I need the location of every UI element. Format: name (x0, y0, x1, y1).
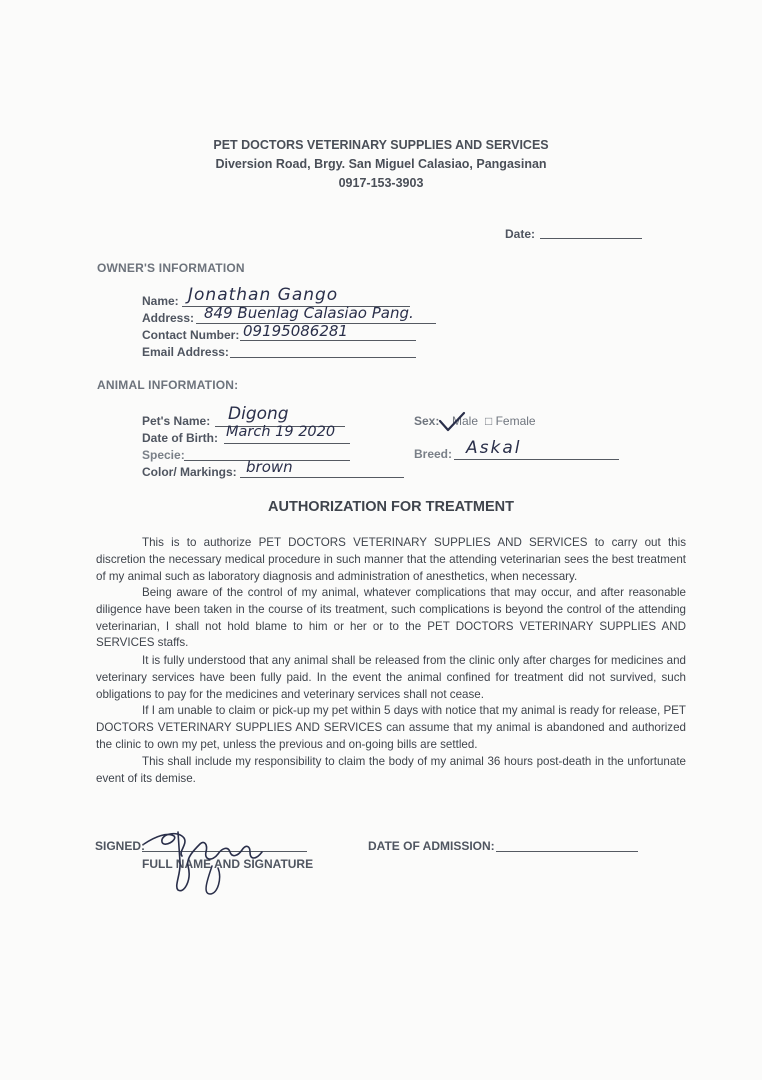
authorization-title: AUTHORIZATION FOR TREATMENT (268, 499, 514, 515)
sex-label: Sex: (414, 414, 440, 428)
animal-section-title: ANIMAL INFORMATION: (97, 378, 239, 392)
handwritten-signature (138, 822, 288, 897)
owner-address-label: Address: (142, 311, 195, 325)
email-field[interactable] (230, 357, 416, 358)
specie-label: Specie: (142, 448, 185, 462)
authorization-paragraph: It is fully understood that any animal shall be released from the clinic only after charges for medicines and veterinary services have been fully paid. In the event the animal confined for treatment did not survived, such obligations to pay for the medicines and veterinary services shall not cease. (96, 654, 686, 701)
pet-name-value: Digong (228, 404, 289, 424)
breed-value: Askal (466, 438, 522, 458)
owner-address-value: 849 Buenlag Calasiao Pang. (204, 304, 414, 322)
authorization-paragraph: Being aware of the control of my animal, whatever complications that may occur, and after reasonable diligence have been taken in the course of its treatment, such complications is beyond the control of the attending veterinarian, I shall not hold blame to him or her or to the PET DOCTORS VETERINARY SUPPLIES AND SERVICES staffs. (96, 586, 686, 650)
dob-label: Date of Birth: (142, 431, 218, 445)
male-checkmark-icon (437, 411, 467, 433)
signature-caption: FULL NAME AND SIGNATURE (142, 857, 314, 871)
clinic-phone: 0917-153-3903 (338, 176, 424, 190)
owner-name-label: Name: (142, 294, 179, 308)
owner-name-value: Jonathan Gango (188, 285, 339, 305)
color-markings-field[interactable] (240, 477, 404, 478)
date-of-admission-label: DATE OF ADMISSION: (368, 839, 495, 853)
authorization-paragraph: This shall include my responsibility to claim the body of my animal 36 hours post-death in the unfortunate event of its demise. (96, 755, 686, 785)
color-markings-label: Color/ Markings: (142, 465, 237, 479)
dob-value: March 19 2020 (226, 424, 336, 440)
dob-field[interactable] (224, 443, 350, 444)
clinic-address: Diversion Road, Brgy. San Miguel Calasiao, Pangasinan (215, 157, 547, 171)
contact-number-value: 09195086281 (243, 322, 348, 340)
owner-section-title: OWNER'S INFORMATION (97, 261, 245, 275)
color-markings-value: brown (246, 458, 293, 476)
pet-name-label: Pet's Name: (142, 414, 211, 428)
contact-number-label: Contact Number: (142, 328, 240, 342)
date-label: Date: (505, 227, 536, 241)
sex-male-option[interactable]: Male (452, 414, 479, 428)
email-label: Email Address: (142, 345, 229, 359)
sex-female-option[interactable]: □ Female (485, 414, 536, 428)
breed-label: Breed: (414, 447, 453, 461)
signed-label: SIGNED: (95, 839, 146, 853)
authorization-paragraph: This is to authorize PET DOCTORS VETERINARY SUPPLIES AND SERVICES to carry out this discretion the necessary medical procedure in such manner that the attending veterinarian sees the best treatment of my animal such as laboratory diagnosis and administration of anesthetics, when necessary. (96, 536, 686, 583)
breed-field[interactable] (454, 459, 619, 460)
date-field[interactable] (540, 238, 642, 239)
date-of-admission-field[interactable] (496, 851, 638, 852)
contact-number-field[interactable] (240, 340, 416, 341)
clinic-name: PET DOCTORS VETERINARY SUPPLIES AND SERVICES (213, 138, 549, 152)
authorization-paragraph: If I am unable to claim or pick-up my pet within 5 days with notice that my animal is ready for release, PET DOCTORS VETERINARY SUPPLIES AND SERVICES can assume that my animal is abandoned and authorized the clinic to own my pet, unless the previous and on-going bills are settled. (96, 704, 686, 751)
